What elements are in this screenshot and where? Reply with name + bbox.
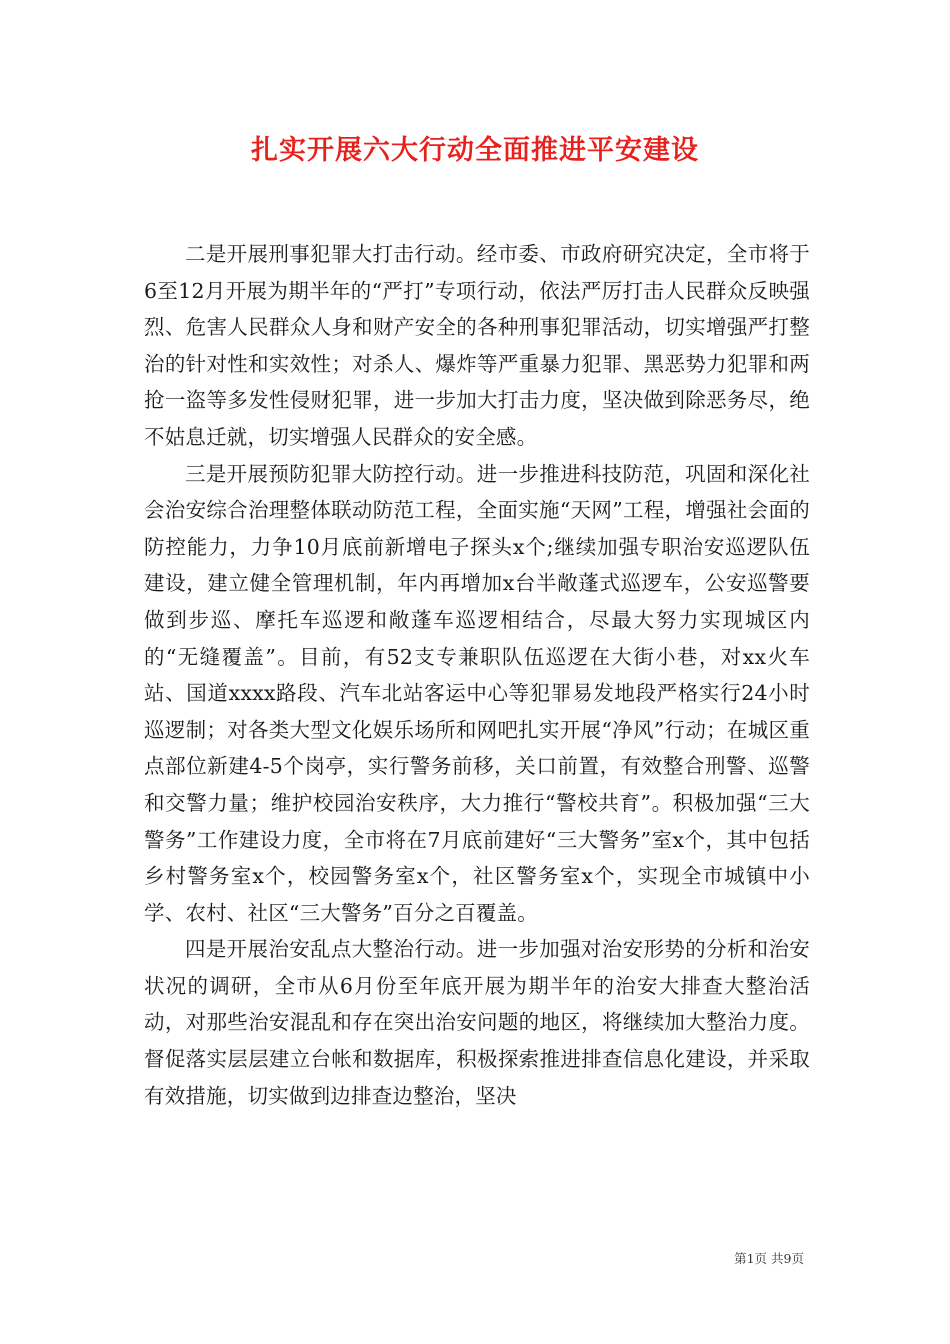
paragraph-public-order: 四是开展治安乱点大整治行动。进一步加强对治安形势的分析和治安状况的调研，全市从6月份至年底开展为期半年的治安大排查大整治活动，对那些治安混乱和存在突出治安问题的地区，将继续加大整治力度。督促落实层层建立台帐和数据库，积极探索推进排查信息化建设，并采取有效措施，切实做到边排查边整治，坚决: [144, 937, 810, 1108]
paragraph-crime-crackdown: 二是开展刑事犯罪大打击行动。经市委、市政府研究决定，全市将于6至12月开展为期半年的“严打”专项行动，依法严厉打击人民群众反映强烈、危害人民群众人身和财产安全的各种刑事犯罪活动，切实增强严打整治的针对性和实效性；对杀人、爆炸等严重暴力犯罪、黑恶势力犯罪和两抢一盗等多发性侵财犯罪，进一步加大打击力度，坚决做到除恶务尽，绝不姑息迁就，切实增强人民群众的安全感。: [144, 242, 810, 449]
paragraph-crime-prevention: 三是开展预防犯罪大防控行动。进一步推进科技防范，巩固和深化社会治安综合治理整体联动防范工程，全面实施“天网”工程，增强社会面的防控能力，力争10月底前新增电子探头x个;继续加强专职治安巡逻队伍建设，建立健全管理机制，年内再增加x台半敞蓬式巡逻车，公安巡警要做到步巡、摩托车巡逻和敞蓬车巡逻相结合，尽最大努力实现城区内的“无缝覆盖”。目前，有52支专兼职队伍巡逻在大街小巷，对xx火车站、国道xxxx路段、汽车北站客运中心等犯罪易发地段严格实行24小时巡逻制；对各类大型文化娱乐场所和网吧扎实开展“净风”行动；在城区重点部位新建4-5个岗亭，实行警务前移，关口前置，有效整合刑警、巡警和交警力量；维护校园治安秩序，大力推行“警校共育”。积极加强“三大警务”工作建设力度，全市将在7月底前建好“三大警务”室x个，其中包括乡村警务室x个，校园警务室x个，社区警务室x个，实现全市城镇中小学、农村、社区“三大警务”百分之百覆盖。: [144, 461, 810, 925]
document-title: 扎实开展六大行动全面推进平安建设: [251, 135, 699, 166]
page-number: 第1页 共9页: [734, 1251, 804, 1266]
document-body: [144, 236, 810, 1114]
